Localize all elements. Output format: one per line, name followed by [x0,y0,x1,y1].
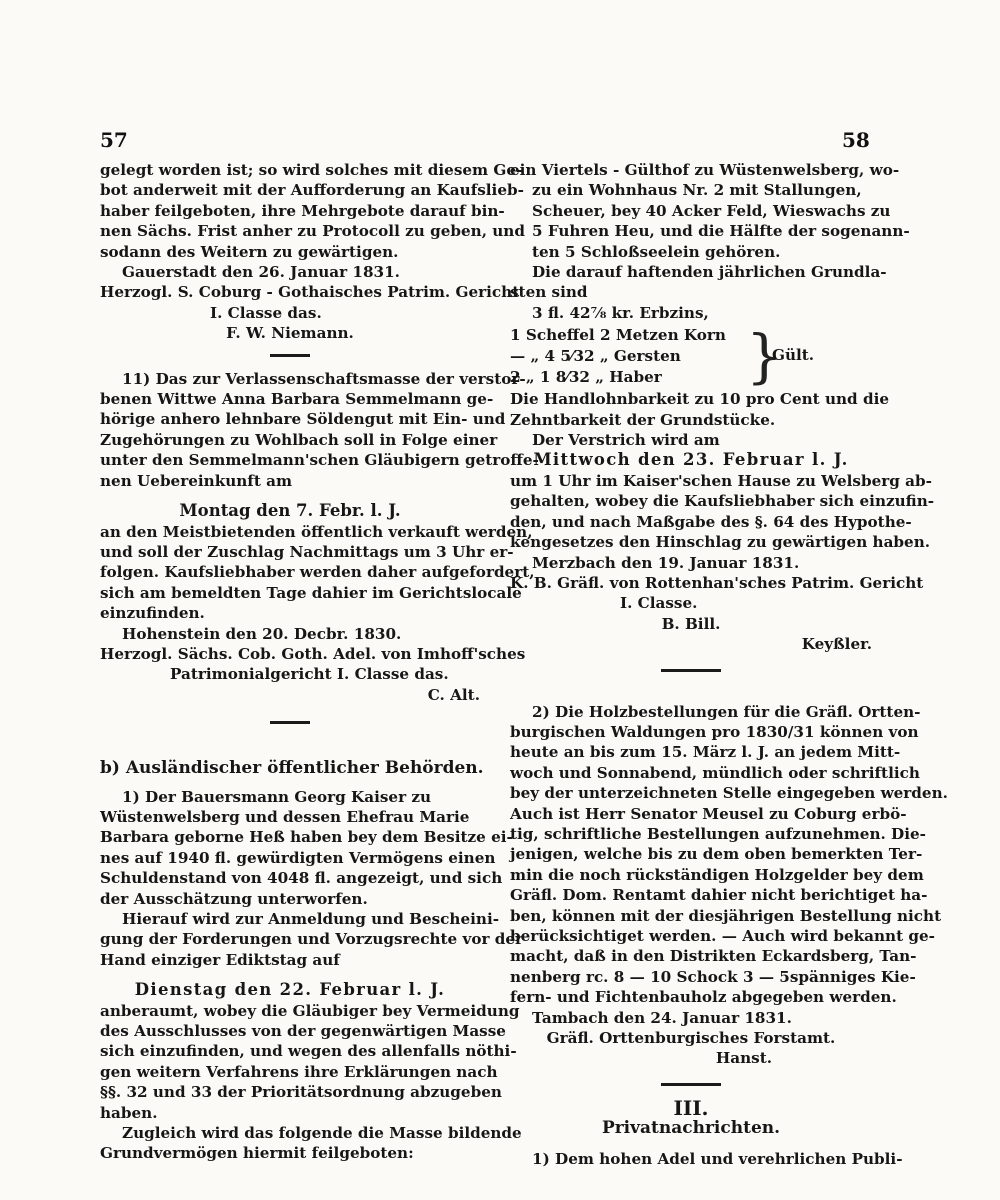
right-column [510,160,948,1169]
text-line: zu ein Wohnhaus Nr. 2 mit Stallungen, [532,181,862,200]
erbzins-line: 3 fl. 42⅞ kr. Erbzins, [532,303,709,322]
court-name: K. B. Gräfl. von Rottenhan'sches Patrim. Gericht [510,573,924,592]
signature: F. W. Niemann. [226,324,354,343]
text-line: haber feilgeboten, ihre Mehrgebote darauf bin- [100,201,505,220]
place-date: Gauerstadt den 26. Januar 1831. [122,263,400,282]
gult-label: Gült. [772,346,815,365]
grain-row-gersten: — „ 4 5⁄32 „ Gersten [510,347,681,366]
text-line: Hand einziger Ediktstag auf [100,950,340,969]
notice-paragraph [100,1123,522,1164]
notice-paragraph [100,787,513,909]
section-heading: b) Ausländischer öffentlicher Behörden. [100,758,484,779]
text-line: Gräfl. Dom. Rentamt dahier nicht berichtiget ha- [510,886,928,905]
page-number-left: 57 [100,128,128,152]
text-line: ten 5 Schloßseelein gehören. [532,242,781,261]
office-name: Gräfl. Orttenburgisches Forstamt. [546,1029,836,1048]
text-line: des Ausschlusses von der gegenwärtigen Masse [100,1022,506,1041]
text-line: 5 Fuhren Heu, und die Hälfte der sogenann- [532,222,910,241]
text-line: Die Handlohnbarkeit zu 10 pro Cent und die [510,390,889,409]
notice-paragraph [100,160,525,262]
text-line: Hierauf wird zur Anmeldung und Bescheini- [122,910,500,928]
court-name: Patrimonialgericht I. Classe das. [170,665,449,684]
text-line: jenigen, welche bis zu dem oben bemerkten Ter- [510,845,923,864]
text-line: gung der Forderungen und Vorzugsrechte vor der [100,930,524,949]
court-class: I. Classe. [620,594,698,613]
text-line: Scheuer, bey 40 Acker Feld, Wieswachs zu [532,201,891,220]
chapter-number: III. [673,1095,709,1120]
text-line: sich am bemeldten Tage dahier im Gerichtslocale [100,583,522,602]
notice-paragraph [100,522,535,624]
grain-row-korn: 1 Scheffel 2 Metzen Korn [510,326,726,345]
text-line: bey der unterzeichneten Stelle eingegeben werden. [510,784,948,803]
text-line: unter den Semmelmann'schen Gläubigern getroffe- [100,451,539,470]
grain-row-haber: 2 „ 1 8⁄32 „ Haber [510,368,662,387]
text-line: sich einzufinden, und wegen des allenfalls nöthi- [100,1042,517,1061]
text-line: und soll der Zuschlag Nachmittags um 3 Uhr er- [100,542,514,561]
text-line: heute an bis zum 15. März l. J. an jedem Mitt- [510,743,901,762]
place-date: Tambach den 24. Januar 1831. [532,1008,792,1027]
section-divider [270,354,310,357]
text-line: burgischen Waldungen pro 1830/31 können von [510,722,919,741]
place-date: Hohenstein den 20. Decbr. 1830. [122,624,402,643]
court-name: Herzogl. S. Coburg - Gothaisches Patrim. Gericht [100,283,520,302]
text-line: ben, können mit der diesjährigen Bestellung nicht [510,906,942,925]
text-line: 2) Die Holzbestellungen für die Gräfl. Ortten- [532,702,921,721]
text-line: Zehntbarkeit der Grundstücke. [510,410,776,429]
text-line: um 1 Uhr im Kaiser'schen Hause zu Welsberg ab- [510,471,932,490]
text-line: hörige anhero lehnbare Söldengut mit Ein- und [100,410,506,429]
court-name: Herzogl. Sächs. Cob. Goth. Adel. von Imhoff'sches [100,644,526,663]
text-line: an den Meistbietenden öffentlich verkauft werden, [100,522,533,541]
signature: B. Bill. [661,614,721,633]
text-line: gelegt worden ist; so wird solches mit diesem Ge- [100,161,523,179]
text-line: Wüstenwelsberg und dessen Ehefrau Marie [100,807,470,826]
signature: C. Alt. [427,685,480,704]
text-line: anberaumt, wobey die Gläubiger bey Vermeidung [100,1001,520,1020]
notice-paragraph [510,262,887,303]
text-line: Der Verstrich wird am [532,431,720,450]
auction-date: Mittwoch den 23. Februar l. J. [533,450,849,470]
text-line: haben. [100,1103,158,1122]
text-line: macht, daß in den Distrikten Eckardsberg, Tan- [510,947,917,966]
text-line: der Ausschätzung unterworfen. [100,889,368,908]
text-line: nes auf 1940 fl. gewürdigten Vermögens einen [100,848,496,867]
text-line: 1) Dem hohen Adel und verehrlichen Publi- [532,1149,903,1168]
text-line: 11) Das zur Verlassenschaftsmasse der verstor- [122,369,526,388]
text-line: gehalten, wobey die Kaufsliebhaber sich einzufin- [510,492,935,511]
text-line: bot anderweit mit der Aufforderung an Kaufslieb- [100,181,524,200]
text-line: Grundvermögen hiermit feilgeboten: [100,1144,414,1163]
text-line: woch und Sonnabend, mündlich oder schriftlich [510,763,920,782]
text-line: tig, schriftliche Bestellungen aufzunehmen. Die- [510,824,926,843]
court-class: I. Classe das. [210,303,322,322]
text-line: nen Sächs. Frist anher zu Protocoll zu geben, und [100,222,525,241]
section-divider [270,721,310,724]
notice-paragraph [100,909,524,970]
text-line: einzufinden. [100,604,205,623]
text-line: §§. 32 und 33 der Prioritätsordnung abzugeben [100,1083,502,1102]
text-line: Auch ist Herr Senator Meusel zu Coburg erbö- [510,804,907,823]
text-line: Zugleich wird das folgende die Masse bildende [122,1124,522,1143]
signature: Keyßler. [801,635,872,654]
text-line: nenberg rc. 8 — 10 Schock 3 — 5spänniges Kie- [510,967,916,986]
text-line: Barbara geborne Heß haben bey dem Besitze ei- [100,828,513,847]
brace-symbol: } [746,322,783,391]
text-line: den, und nach Maßgabe des §. 64 des Hypothe- [510,512,912,531]
hearing-date: Dienstag den 22. Februar l. J. [134,980,446,1000]
grain-dues-table [510,322,872,391]
text-line: Schuldenstand von 4048 fl. angezeigt, und sich [100,869,503,888]
text-line: kengesetzes den Hinschlag zu gewärtigen haben. [510,533,931,552]
text-line: Die darauf haftenden jährlichen Grundla- [532,263,887,282]
notice-paragraph [100,1001,520,1123]
text-line: 1) Der Bauersmann Georg Kaiser zu [122,787,432,806]
text-line: benen Wittwe Anna Barbara Semmelmann ge- [100,390,494,409]
text-line: gen weitern Verfahrens ihre Erklärungen nach [100,1062,498,1081]
text-line: sodann des Weitern zu gewärtigen. [100,242,399,261]
auction-date: Montag den 7. Febr. l. J. [179,501,401,521]
section-divider [661,669,721,672]
page-number-right: 58 [842,128,870,152]
notice-paragraph [510,702,948,1008]
chapter-title: Privatnachrichten. [601,1118,781,1139]
notice-paragraph [100,369,539,491]
text-line: fern- und Fichtenbauholz abgegeben werden. [510,988,897,1007]
text-line: berücksichtiget werden. — Auch wird bekannt ge- [510,927,935,945]
notice-paragraph [510,160,910,262]
text-line: Zugehörungen zu Wohlbach soll in Folge einer [100,430,498,449]
text-line: sten sind [510,283,588,302]
place-date: Merzbach den 19. Januar 1831. [532,553,800,572]
text-line: nen Uebereinkunft am [100,471,293,490]
text-line: folgen. Kaufsliebhaber werden daher aufgefordert, [100,563,535,582]
signature: Hanst. [715,1049,772,1068]
left-column [100,160,539,1164]
text-line: min die noch rückständigen Holzgelder bey dem [510,865,924,884]
text-line: ein Viertels - Gülthof zu Wüstenwelsberg, wo- [510,161,900,179]
notice-paragraph [510,471,935,553]
notice-paragraph [510,389,889,430]
section-divider [661,1083,721,1086]
